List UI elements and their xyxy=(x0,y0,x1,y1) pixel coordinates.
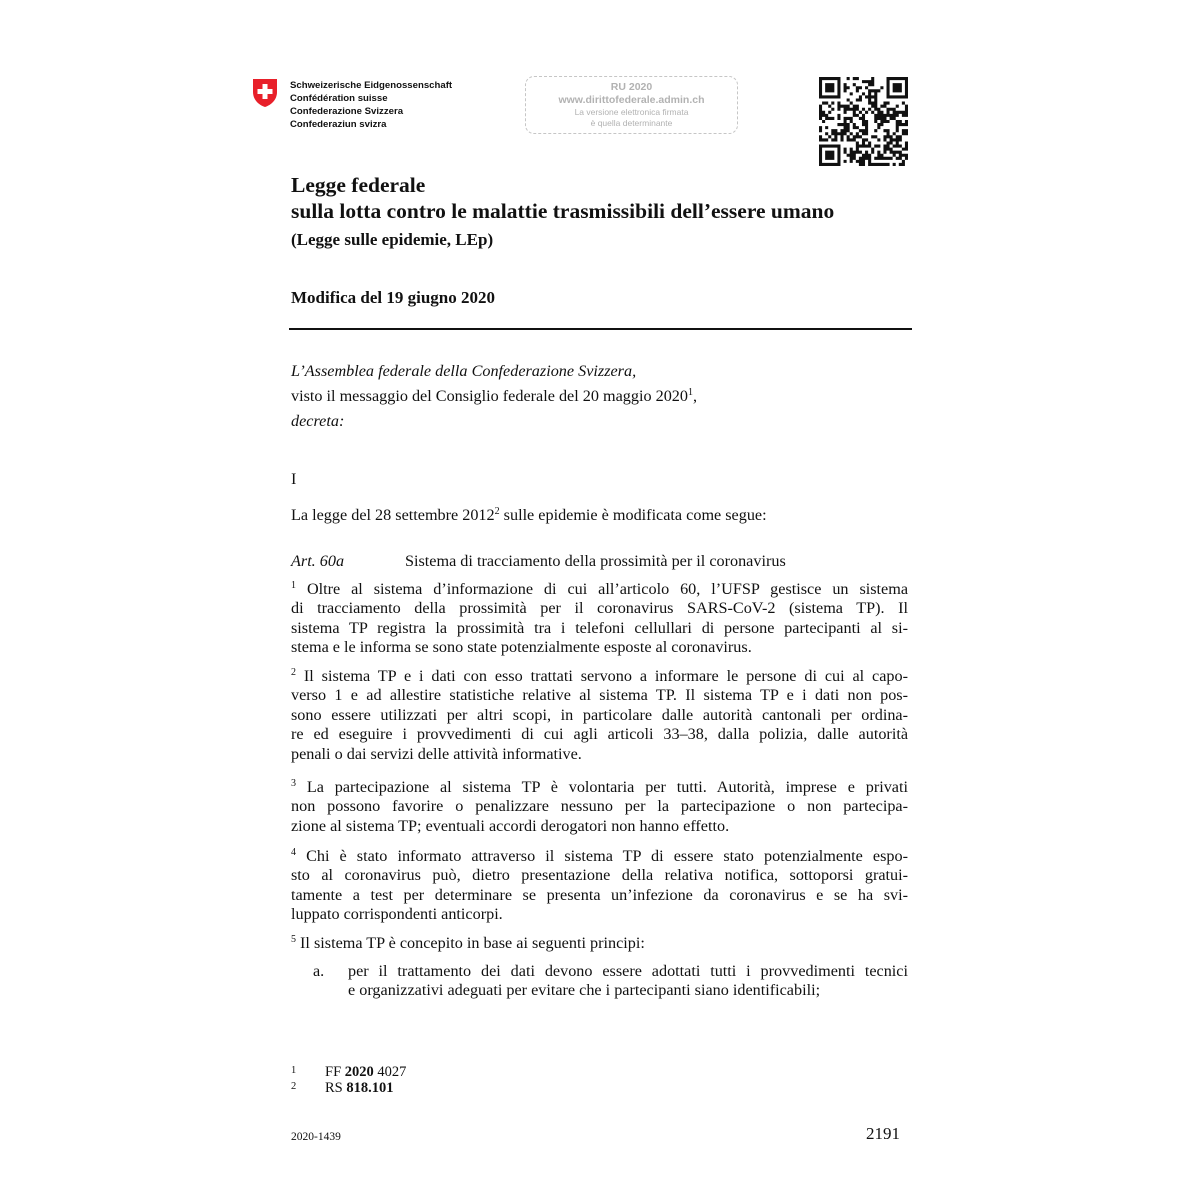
amendment-date: Modifica del 19 giugno 2020 xyxy=(291,288,496,307)
footnote-bold: 818.101 xyxy=(346,1080,394,1096)
paragraph-4 xyxy=(291,847,908,925)
authority-line-it: Confederazione Svizzera xyxy=(290,106,404,117)
paragraph-line-text: Il sistema TP e i dati con esso trattati servono a informare le persone di cui al capo- xyxy=(303,667,909,685)
paragraph-line xyxy=(291,580,908,599)
stamp-ru: RU 2020 xyxy=(610,81,653,93)
footnote-1 xyxy=(325,1064,406,1080)
paragraph-line xyxy=(291,667,908,686)
paragraph-number: 4 xyxy=(291,847,296,858)
stamp-note-1: La versione elettronica firmata xyxy=(574,107,689,117)
paragraph-line: tamente a test per determinare se presenta un’infezione da coronavirus e se ha svi- xyxy=(291,885,908,904)
list-item-a xyxy=(348,962,908,1001)
paragraph-3 xyxy=(291,778,908,836)
paragraph-line: penali o dai servizi delle attività informative. xyxy=(291,744,582,763)
footnote-ref-1: 1 xyxy=(687,387,693,398)
official-publication-stamp xyxy=(525,76,738,134)
qr-code-icon xyxy=(819,77,908,166)
document-title xyxy=(291,172,834,224)
page-number: 2191 xyxy=(866,1124,900,1143)
paragraph-line: re ed eseguire i provvedimenti di cui agli articoli 33–38, dalla polizia, dalle autorità xyxy=(291,725,908,744)
footnote-prefix: RS xyxy=(325,1080,347,1096)
stamp-url: www.dirittofederale.admin.ch xyxy=(558,94,705,106)
paragraph-line: sto al coronavirus può, dietro presentazione della relativa notifica, sottoporsi gratui- xyxy=(291,866,908,885)
footnote-number: 2 xyxy=(291,1081,297,1092)
paragraph-line-text: La partecipazione al sistema TP è volontaria per tutti. Autorità, imprese e privati xyxy=(306,778,908,796)
list-item-marker: a. xyxy=(313,962,325,980)
section-intro-end: sulle epidemie è modificata come segue: xyxy=(499,506,767,524)
paragraph-1 xyxy=(291,580,908,658)
document-id: 2020-1439 xyxy=(291,1131,341,1143)
article-label: Art. 60a xyxy=(291,552,345,570)
authority-line-rm: Confederaziun svizra xyxy=(290,119,387,130)
preamble-visto-end: , xyxy=(692,387,698,405)
title-divider xyxy=(289,328,912,330)
list-item-line: per il trattamento dei dati devono essere adottati tutti i provvedimenti tecnici xyxy=(348,962,908,980)
title-line-2: sulla lotta contro le malattie trasmissibili dell’essere umano xyxy=(291,199,835,223)
paragraph-line: zione al sistema TP; eventuali accordi derogatori non hanno effetto. xyxy=(291,816,730,835)
footnote-2 xyxy=(325,1080,394,1096)
preamble-assembly: L’Assemblea federale della Confederazione Svizzera, xyxy=(291,362,637,380)
paragraph-2 xyxy=(291,667,908,764)
list-item-line: e organizzativi adeguati per evitare che i partecipanti siano identificabili; xyxy=(348,981,821,1000)
footnote-prefix: FF xyxy=(325,1064,345,1080)
paragraph-line: luppato corrispondenti anticorpi. xyxy=(291,905,503,924)
article-heading: Sistema di tracciamento della prossimità per il coronavirus xyxy=(405,552,786,570)
paragraph-line: non possono favorire o penalizzare nessuno per la partecipazione o non partecipa- xyxy=(291,797,908,816)
section-intro-text: La legge del 28 settembre 2012 xyxy=(291,506,495,524)
paragraph-line xyxy=(291,778,908,797)
section-numeral: I xyxy=(291,470,297,488)
preamble-visto-text: visto il messaggio del Consiglio federale del 20 maggio 2020 xyxy=(291,387,688,405)
preamble-visto xyxy=(291,386,697,406)
paragraph-line: sono essere utilizzati per altri scopi, in particolare dalle autorità cantonali per ordina- xyxy=(291,705,908,724)
footnote-number: 1 xyxy=(291,1065,297,1076)
footnote-ref-2: 2 xyxy=(494,506,500,517)
paragraph-line: di tracciamento della prossimità per il coronavirus SARS-CoV-2 (sistema TP). Il xyxy=(291,599,908,618)
paragraph-number: 1 xyxy=(291,580,296,591)
qr-modules xyxy=(819,77,908,166)
paragraph-line: stema e le informa se sono state potenzialmente esposte al coronavirus. xyxy=(291,638,752,657)
paragraph-number: 2 xyxy=(291,667,296,678)
paragraph-line-text: Chi è stato informato attraverso il sistema TP di essere stato potenzialmente espo- xyxy=(306,847,908,865)
swiss-cross-icon xyxy=(252,78,278,108)
footnote-bold: 2020 xyxy=(344,1064,374,1080)
paragraph-line-text: Oltre al sistema d’informazione di cui all’articolo 60, l’UFSP gestisce un sistema xyxy=(306,580,909,598)
paragraph-5 xyxy=(291,934,908,953)
paragraph-line-text: Il sistema TP è concepito in base ai seguenti principi: xyxy=(300,934,645,952)
footnote-suffix: 4027 xyxy=(373,1064,407,1080)
paragraph-number: 3 xyxy=(291,778,296,789)
stamp-note-2: è quella determinante xyxy=(590,118,673,128)
paragraph-line: sistema TP registra la prossimità tra i telefoni cellullari di persone partecipanti al si- xyxy=(291,618,908,637)
authority-line-fr: Confédération suisse xyxy=(290,93,388,104)
title-line-1: Legge federale xyxy=(291,173,426,197)
paragraph-line xyxy=(291,934,908,953)
paragraph-number: 5 xyxy=(291,934,296,945)
preamble-decreta: decreta: xyxy=(291,412,345,430)
authority-name xyxy=(290,79,452,131)
document-subtitle: (Legge sulle epidemie, LEp) xyxy=(291,230,494,249)
paragraph-line xyxy=(291,847,908,866)
paragraph-line: verso 1 e ad allestire statistiche relative al sistema TP. Il sistema TP e i dati non pos- xyxy=(291,686,908,705)
section-intro xyxy=(291,505,767,525)
authority-line-de: Schweizerische Eidgenossenschaft xyxy=(290,80,453,91)
